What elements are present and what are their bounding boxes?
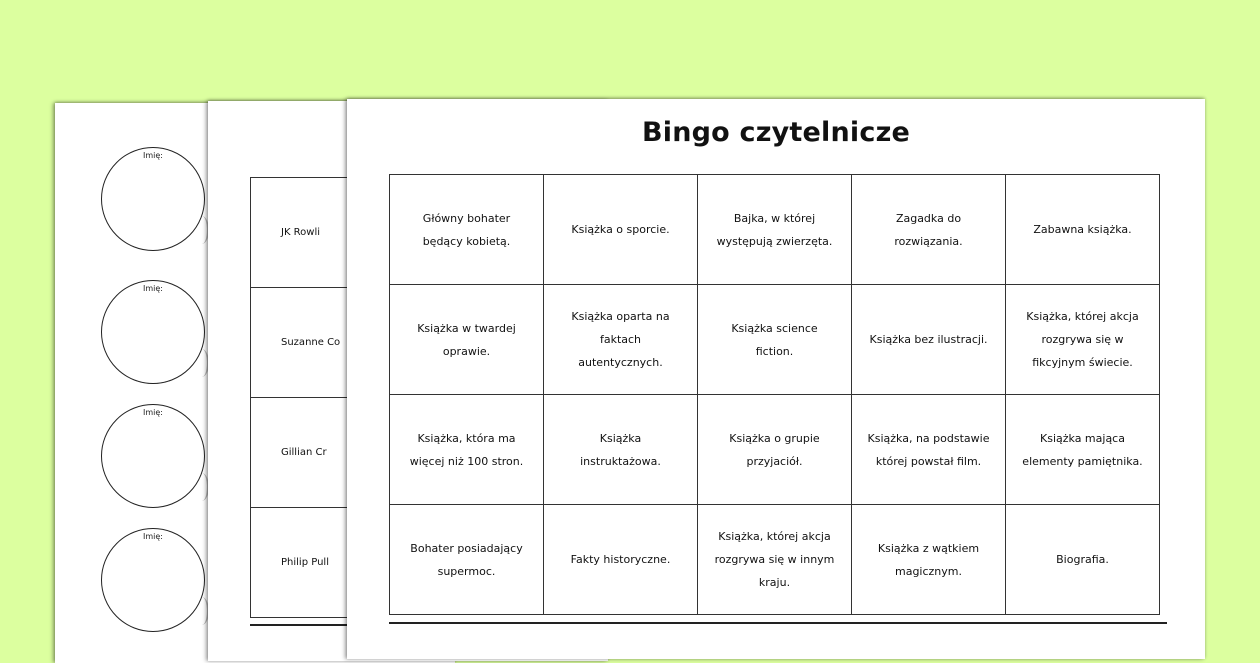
bingo-cell: Książka o sporcie.	[544, 175, 698, 285]
bingo-cell: Książka mająca elementy pamiętnika.	[1006, 395, 1160, 505]
author-cell: Philip Pull	[251, 508, 370, 618]
bingo-cell: Książka, która ma więcej niż 100 stron.	[390, 395, 544, 505]
bingo-cell: Książka z wątkiem magicznym.	[852, 505, 1006, 615]
bingo-cell: Książka, której akcja rozgrywa się w fikcyjnym świecie.	[1006, 285, 1160, 395]
bingo-cell: Główny bohater będący kobietą.	[390, 175, 544, 285]
author-cell: JK Rowli	[251, 178, 370, 288]
bingo-cell: Książka w twardej oprawie.	[390, 285, 544, 395]
bingo-cell: Książka science fiction.	[698, 285, 852, 395]
bingo-cell: Książka oparta na faktach autentycznych.	[544, 285, 698, 395]
bingo-cell: Bajka, w której występują zwierzęta.	[698, 175, 852, 285]
bingo-cell: Książka bez ilustracji.	[852, 285, 1006, 395]
bingo-cell: Fakty historyczne.	[544, 505, 698, 615]
name-label: Imię:	[143, 151, 163, 160]
name-circle	[101, 528, 205, 632]
author-cell: Gillian Cr	[251, 398, 370, 508]
bingo-cell: Książka o grupie przyjaciół.	[698, 395, 852, 505]
name-circle	[101, 404, 205, 508]
divider	[389, 622, 1167, 624]
name-circle	[101, 280, 205, 384]
bingo-cell: Książka, której akcja rozgrywa się w innym kraju.	[698, 505, 852, 615]
bingo-cell: Zagadka do rozwiązania.	[852, 175, 1006, 285]
name-label: Imię:	[143, 532, 163, 541]
worksheet-bingo-front	[347, 99, 1205, 659]
name-label: Imię:	[143, 284, 163, 293]
bingo-cell: Książka instruktażowa.	[544, 395, 698, 505]
bingo-cell: Zabawna książka.	[1006, 175, 1160, 285]
author-cell: Suzanne Co	[251, 288, 370, 398]
page-title: Bingo czytelnicze	[641, 117, 911, 148]
bingo-grid	[389, 174, 1160, 615]
name-label: Imię:	[143, 408, 163, 417]
bingo-cell: Biografia.	[1006, 505, 1160, 615]
bingo-cell: Książka, na podstawie której powstał film.	[852, 395, 1006, 505]
bingo-cell: Bohater posiadający supermoc.	[390, 505, 544, 615]
name-circle	[101, 147, 205, 251]
